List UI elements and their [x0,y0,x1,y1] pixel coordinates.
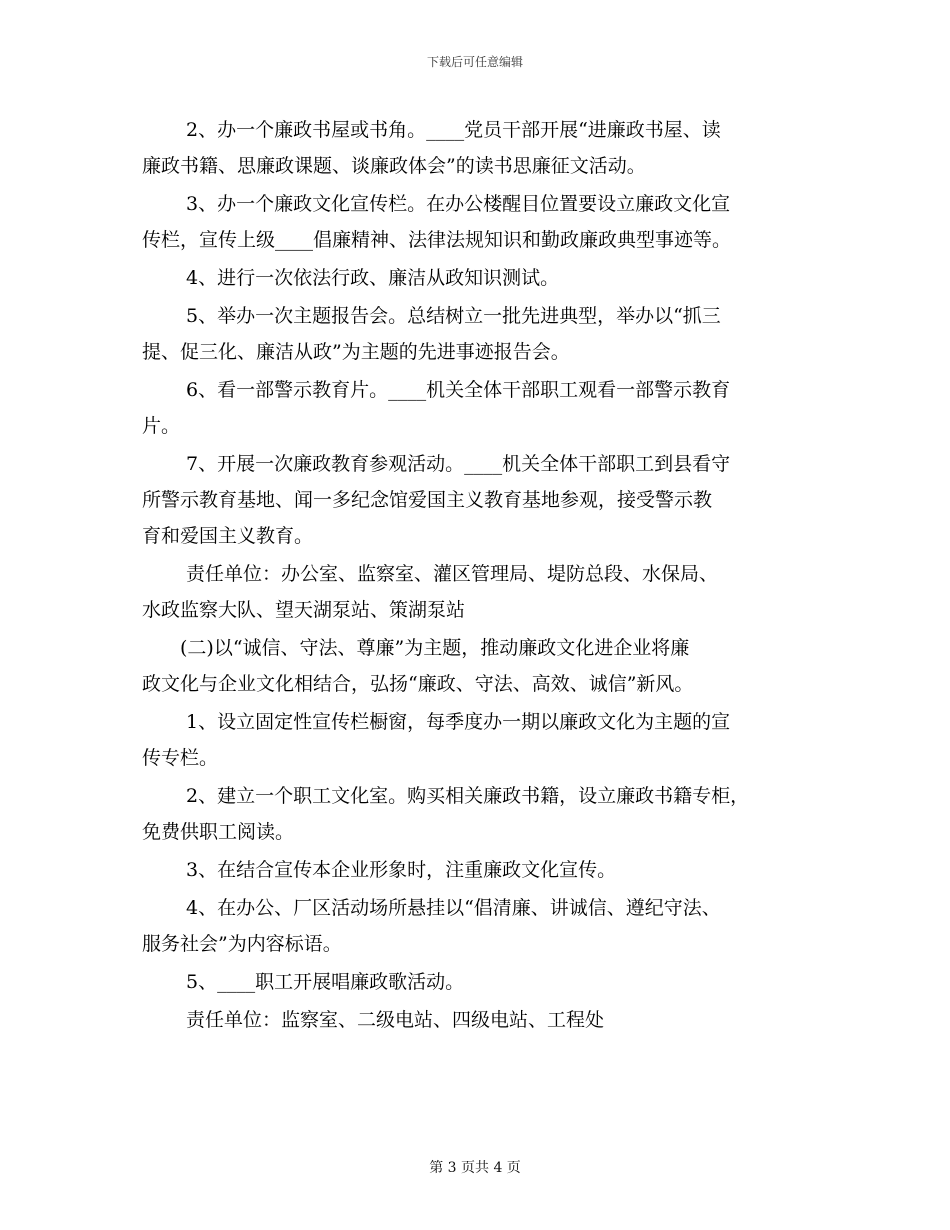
paragraph-item-2 [142,112,812,184]
responsible-units-paragraph-2 [142,1002,812,1038]
paragraph-line: (二)以“诚信、守法、尊廉”为主题，推动廉政文化进企业将廉 [180,637,690,659]
paragraph-line: 所警示教育基地、闻一多纪念馆爱国主义教育基地参观，接受警示教 [142,489,713,511]
paragraph-line: 提、促三化、廉洁从政”为主题的先进事迹报告会。 [142,341,570,363]
paragraph-item-3 [142,186,812,258]
paragraph-line: 2、建立一个职工文化室。购买相关廉政书籍，设立廉政书籍专柜， [186,785,750,807]
section-two-paragraph [142,630,812,702]
paragraph-line: 片。 [142,415,181,437]
paragraph-line: 服务社会”为内容标语。 [142,933,342,955]
page-number: 第 3 页共 4 页 [429,1160,521,1176]
paragraph-item-3b [142,852,812,888]
paragraph-line: 2、办一个廉政书屋或书角。____党员干部开展“进廉政书屋、读 [186,119,721,141]
paragraph-line: 7、开展一次廉政教育参观活动。____机关全体干部职工到县看守 [186,453,731,475]
paragraph-line: 1、设立固定性宣传栏橱窗，每季度办一期以廉政文化为主题的宣 [186,711,731,733]
paragraph-line: 3、办一个廉政文化宣传栏。在办公楼醒目位置要设立廉政文化宣 [186,193,731,215]
paragraph-line: 免费供职工阅读。 [142,821,295,843]
paragraph-item-4 [142,260,812,296]
paragraph-line: 水政监察大队、望天湖泵站、策湖泵站 [142,599,466,621]
paragraph-line: 3、在结合宣传本企业形象时，注重廉政文化宣传。 [186,859,617,881]
page-header: 下载后可任意编辑 [426,55,523,69]
paragraph-line: 5、____职工开展唱廉政歌活动。 [186,971,465,993]
paragraph-item-1 [142,704,812,776]
paragraph-line: 5、举办一次主题报告会。总结树立一批先进典型，举办以“抓三 [186,305,721,327]
paragraph-item-7 [142,446,812,554]
paragraph-line: 廉政书籍、思廉政课题、谈廉政体会”的读书思廉征文活动。 [142,155,646,177]
paragraph-line: 6、看一部警示教育片。____机关全体干部职工观看一部警示教育 [186,379,731,401]
paragraph-line: 4、进行一次依法行政、廉洁从政知识测试。 [186,267,560,289]
paragraph-line: 4、在办公、厂区活动场所悬挂以“倡清廉、讲诚信、遵纪守法、 [186,897,721,919]
responsible-units-paragraph [142,556,812,628]
paragraph-line: 责任单位：监察室、二级电站、四级电站、工程处 [186,1009,605,1031]
paragraph-line: 责任单位：办公室、监察室、灌区管理局、堤防总段、水保局、 [186,563,719,585]
paragraph-item-4b [142,890,812,962]
paragraph-item-5 [142,298,812,370]
document-body [142,112,812,1040]
paragraph-line: 政文化与企业文化相结合，弘扬“廉政、守法、高效、诚信”新风。 [142,673,694,695]
paragraph-line: 传专栏。 [142,747,219,769]
paragraph-line: 育和爱国主义教育。 [142,525,314,547]
paragraph-item-5b [142,964,812,1000]
paragraph-item-2b [142,778,812,850]
paragraph-item-6 [142,372,812,444]
paragraph-line: 传栏，宣传上级____倡廉精神、法律法规知识和勤政廉政典型事迹等。 [142,229,732,251]
